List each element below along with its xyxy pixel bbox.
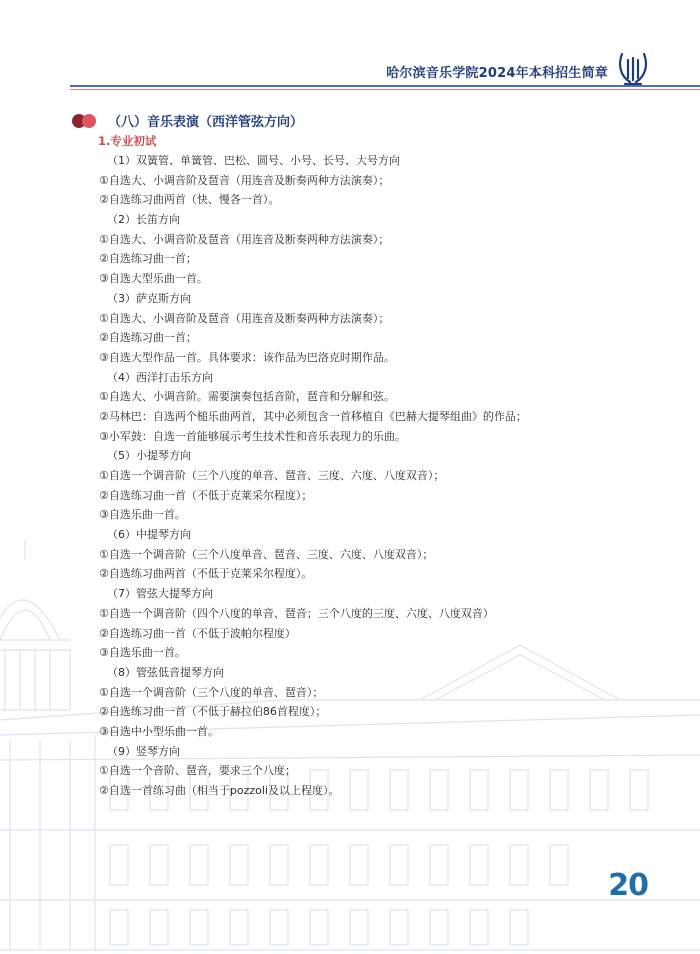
header-title: 哈尔滨音乐学院2024年本科招生简章 — [386, 66, 608, 81]
requirement-item: ①自选一个音阶、琶音，要求三个八度； — [99, 764, 296, 778]
instrument-heading: （3）萨克斯方向 — [107, 291, 191, 305]
instrument-heading: （8）管弦低音提琴方向 — [107, 665, 224, 679]
requirement-item: ②自选练习曲一首； — [99, 252, 197, 266]
instrument-heading: （6）中提琴方向 — [107, 528, 191, 542]
requirement-item: ②自选练习曲一首（不低于克莱采尔程度）； — [99, 488, 313, 502]
header-rule-accent — [70, 89, 700, 90]
requirement-item: ②马林巴：自选两个槌乐曲两首，其中必须包含一首移植自《巴赫大提琴组曲》的作品； — [99, 409, 527, 423]
instrument-heading: （5）小提琴方向 — [107, 449, 191, 463]
requirement-item: ①自选一个调音阶（三个八度单音、琶音、三度、六度、八度双音）； — [99, 547, 434, 561]
requirement-item: ③自选中小型乐曲一首。 — [99, 724, 219, 738]
requirement-item: ②自选练习曲一首； — [99, 331, 197, 345]
requirement-item: ③自选大型作品一首。具体要求：该作品为巴洛克时期作品。 — [99, 350, 395, 364]
instrument-heading: （4）西洋打击乐方向 — [107, 370, 213, 384]
instrument-heading: （1）双簧管、单簧管、巴松、圆号、小号、长号、大号方向 — [107, 154, 400, 167]
requirement-item: ②自选一首练习曲（相当于pozzoli及以上程度）。 — [99, 784, 340, 797]
requirement-item: ②自选练习曲一首（不低于赫拉伯86首程度）； — [99, 705, 327, 719]
subsection-title: 1.专业初试 — [98, 134, 157, 148]
requirement-item: ①自选大、小调音阶及琶音（用连音及断奏两种方法演奏）； — [99, 173, 390, 187]
header-rule — [70, 85, 700, 87]
requirement-item: ①自选一个调音阶（四个八度的单音、琶音；三个八度的三度、六度、八度双音） — [99, 606, 494, 620]
page-number: 20 — [608, 868, 648, 903]
requirement-item: ③自选乐曲一首。 — [99, 508, 186, 522]
requirement-item: ①自选大、小调音阶。需要演奏包括音阶，琶音和分解和弦。 — [99, 390, 395, 404]
instrument-heading: （2）长笛方向 — [107, 213, 180, 227]
requirement-item: ③自选大型乐曲一首。 — [99, 272, 208, 286]
section-title: （八）音乐表演（西洋管弦方向） — [108, 115, 304, 130]
requirement-item: ①自选一个调音阶（三个八度的单音、琶音、三度、六度、八度双音）； — [99, 469, 445, 482]
lyre-logo-icon — [616, 50, 650, 88]
bullet-dots-icon — [72, 113, 102, 129]
requirement-item: ②自选练习曲两首（快、慢各一首）。 — [99, 193, 280, 207]
requirement-item: ③小军鼓：自选一首能够展示考生技术性和音乐表现力的乐曲。 — [99, 429, 406, 443]
instrument-heading: （7）管弦大提琴方向 — [107, 587, 213, 601]
section-heading — [72, 111, 303, 130]
requirement-item: ②自选练习曲两首（不低于克莱采尔程度）。 — [99, 567, 313, 581]
requirement-item: ③自选乐曲一首。 — [99, 646, 186, 660]
requirements-list — [99, 151, 659, 801]
requirement-item: ①自选一个调音阶（三个八度的单音、琶音）； — [99, 685, 324, 699]
requirement-item: ②自选练习曲一首（不低于波帕尔程度） — [99, 626, 296, 640]
requirement-item: ①自选大、小调音阶及琶音（用连音及断奏两种方法演奏）； — [99, 232, 390, 246]
requirement-item: ①自选大、小调音阶及琶音（用连音及断奏两种方法演奏）； — [99, 311, 390, 325]
instrument-heading: （9）竖琴方向 — [107, 744, 180, 758]
